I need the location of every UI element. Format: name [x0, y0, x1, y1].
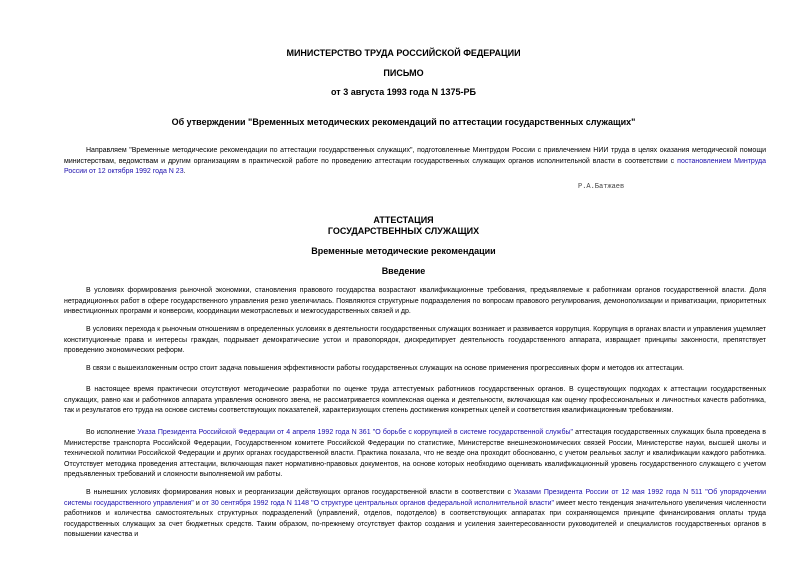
document-title: Об утверждении "Временных методических рекомендаций по аттестации государственных служащих" [171, 117, 636, 127]
paragraph-4-text: В настоящее время практически отсутствуют методические разработки по оценке труда аттестуемых работников государственных органов. В существующих подходах к аттестации государственных служащих, равно как и работников аппарата управления основного звена, не рассматривается комплексная оценка и деятельности, включающая как оценку профессиональных и личностных качеств работника, так и результатов его труда на основе системы соответствующих показателей, характеризующих степень достижения конкретных целей и соответствия квалификационным требованиям. [64, 386, 766, 414]
decree-link-mintrud[interactable]: постановлением Минтруда России от 12 октября 1992 года N 23 [64, 157, 766, 175]
ministry-heading: МИНИСТЕРСТВО ТРУДА РОССИЙСКОЙ ФЕДЕРАЦИИ [286, 48, 521, 58]
paragraph-3 [64, 364, 766, 375]
paragraph-1-text: В условиях формирования рыночной экономики, становления правового государства возрастают квалификационные требования, предъявляемые к работникам органов государственной власти. Доля нетрадиционных работ в сфере государственного управления резко увеличилась. Появляются структурные подразделения по вопросам правового регулирования, демонополизации и приватизации, приоритетных инвестиционных программ и конверсии, координации межотраслевых и межгосударственных связей и др. [64, 287, 766, 315]
paragraph-6-text-cont: имеет место тенденция значительного увеличения численности работников и количества самостоятельных структурных подразделений (управлений, отделов, подотделов) в соответствующих аппаратах при сохраняющемся принципе финансирования оплаты труда государственных служащих за счет бюджетных средств. Таким образом, по-прежнему отсутствует фактор создания и усиления заинтересованности руководителей и специалистов государственных органов в повышении качества и [64, 499, 767, 538]
section-heading-introduction: Введение [381, 266, 426, 276]
decree-link-511[interactable]: Указами Президента России от 12 мая 1992 года N 511 "Об упорядочении системы государственного управления" [64, 489, 767, 507]
decree-link-1148[interactable]: от 30 сентября 1992 года N 1148 "О структуре центральных органов федеральной исполнительной власти" [201, 499, 555, 507]
paragraph-5-text: Во исполнение [86, 429, 138, 436]
paragraph-4 [64, 385, 766, 417]
signature: Р.А.Батжаев [578, 183, 625, 191]
paragraph-6-text-mid: и [193, 499, 202, 507]
section-title-line2: ГОСУДАРСТВЕННЫХ СЛУЖАЩИХ [327, 226, 480, 236]
paragraph-2-text: В условиях перехода к рыночным отношениям в определенных условиях в деятельности государственных служащих возникает и развивается коррупция. Коррупция в органах власти и управления ущемляет конституционные права и интересы граждан, подрывает демократические устои и правопорядок, дискредитирует деятельность государственного аппарата, извращает принципы законности, препятствует проведению экономических реформ. [64, 326, 766, 354]
paragraph-3-text: В связи с вышеизложенным остро стоит задача повышения эффективности работы государственных служащих на основе применения прогрессивных форм и методов их аттестации. [86, 365, 684, 372]
paragraph-1 [64, 286, 766, 318]
paragraph-6 [64, 488, 766, 541]
section-subtitle: Временные методические рекомендации [311, 246, 496, 256]
intro-paragraph [64, 146, 766, 178]
doc-type-heading: ПИСЬМО [383, 68, 424, 78]
paragraph-5-text-cont: аттестация государственных служащих была проведена в Министерстве транспорта Российской Федерации, Государственном комитете Российской Федерации по статистике, Министерстве внешнеэкономических связей России, Министерстве науки, высшей школы и технической политики Российской Федерации и других органах государственной власти. Практика показала, что не везде она проходит обоснованно, с учетом реальных заслуг и квалификации каждого работника. Отсутствует методика проведения аттестации, включающая пакет нормативно-правовых документов, на основе которых необходимо оценивать квалификационный уровень государственного служащего с учетом предъявленных требований и сложности выполняемой им работы. [64, 429, 766, 478]
intro-text: Направляем "Временные методические рекомендации по аттестации государственных служащих", подготовленные Минтрудом России с привлечением НИИ труда в целях оказания методической помощи министерствам, ведомствам и другим организациям в практической работе по проведению аттестации государственных служащих органов исполнительной власти в соответствии с [64, 147, 766, 165]
decree-link-361[interactable]: Указа Президента Российской Федерации от 4 апреля 1992 года N 361 "О борьбе с коррупцией в системе государственной службы" [137, 429, 573, 436]
paragraph-5 [64, 428, 766, 481]
paragraph-2 [64, 325, 766, 357]
intro-text-end: . [183, 168, 186, 175]
section-title-line1: АТТЕСТАЦИЯ [373, 215, 434, 225]
date-number-heading: от 3 августа 1993 года N 1375-РБ [331, 87, 476, 97]
paragraph-6-text: В нынешних условиях формирования новых и реорганизации действующих органов государственной власти в соответствии с [86, 489, 514, 496]
